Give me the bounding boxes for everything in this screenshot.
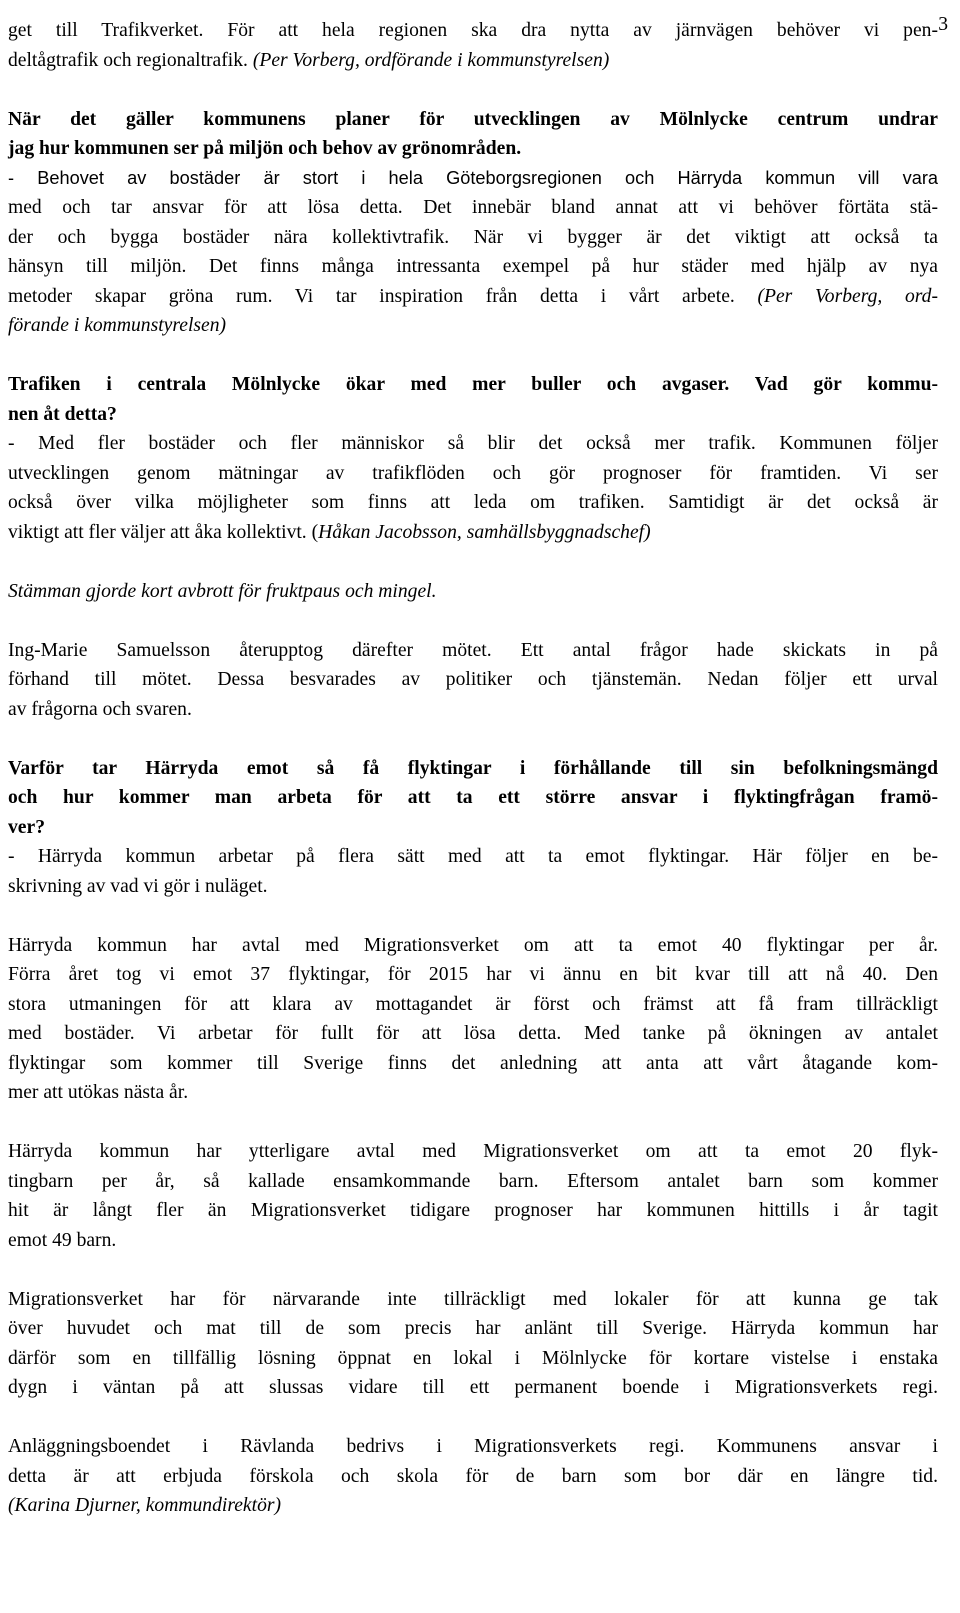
text-line: därför som en tillfällig lösning öppnat en lokal i Mölnlycke för kortare vistelse i enstaka (8, 1347, 938, 1369)
text-line: Stämman gjorde kort avbrott för fruktpaus och mingel. (8, 580, 437, 602)
text-line: hit är långt fler än Migrationsverket tidigare prognoser har kommunen hittills i år tagit (8, 1200, 938, 1221)
text-line: stora utmaningen för att klara av mottagandet är först och främst att få fram tillräckligt (8, 993, 938, 1015)
text-segment: (Per Vorberg, ordförande i kommunstyrelsen) (252, 49, 610, 71)
paragraph-gap (8, 1108, 938, 1138)
text-segment: deltågtrafik och regionaltrafik. (8, 49, 253, 71)
paragraph-gap (8, 75, 938, 105)
paragraph-gap (8, 901, 938, 931)
text-line: detta är att erbjuda förskola och skola för de barn som bor där en längre tid. (8, 1465, 938, 1487)
paragraph-gap (8, 547, 938, 577)
text-line: förande i kommunstyrelsen) (8, 315, 227, 336)
paragraph (8, 370, 938, 547)
text-line: ver? (8, 816, 45, 838)
text-line: utvecklingen genom mätningar av trafikflöden och gör prognoser för framtiden. Vi ser (8, 462, 938, 484)
paragraph (8, 636, 938, 725)
text-line: get till Trafikverket. För att hela regionen ska dra nytta av järnvägen behöver vi pen- (8, 20, 938, 41)
text-line: der och bygga bostäder nära kollektivtrafik. När vi bygger är det viktigt att också ta (8, 226, 938, 248)
paragraph (8, 754, 938, 902)
text-line: skrivning av vad vi gör i nuläget. (8, 875, 268, 897)
document-body (8, 16, 938, 1521)
text-line: Härryda kommun har avtal med Migrationsverket om att ta emot 40 flyktingar per år. (8, 934, 938, 956)
text-line: förhand till mötet. Dessa besvarades av politiker och tjänstemän. Nedan följer ett urval (8, 669, 938, 690)
paragraph-gap (8, 606, 938, 636)
paragraph-gap (8, 1403, 938, 1433)
text-line: Härryda kommun har ytterligare avtal med Migrationsverket om att ta emot 20 flyk- (8, 1141, 938, 1162)
paragraph (8, 1285, 938, 1403)
paragraph (8, 577, 938, 607)
text-line (8, 518, 938, 548)
text-segment: (Per Vorberg, ord- (757, 285, 938, 307)
text-line: emot 49 barn. (8, 1229, 117, 1251)
paragraph (8, 931, 938, 1108)
text-line: hänsyn till miljön. Det finns många intressanta exempel på hur städer med hjälp av nya (8, 256, 938, 277)
text-line: nen åt detta? (8, 403, 117, 425)
text-segment: viktigt att fler väljer att åka kollektivt. ( (8, 521, 319, 543)
text-line: och hur kommer man arbeta för att ta ett större ansvar i flyktingfrågan framö- (8, 787, 938, 808)
text-line: tingbarn per år, så kallade ensamkommande barn. Eftersom antalet barn som kommer (8, 1170, 938, 1192)
text-segment: metoder skapar gröna rum. Vi tar inspiration från detta i vårt arbete. (8, 285, 758, 307)
text-line (8, 46, 938, 76)
text-line: - Behovet av bostäder är stort i hela Göteborgsregionen och Härryda kommun vill vara (8, 167, 938, 188)
paragraph-gap (8, 1255, 938, 1285)
paragraph (8, 1432, 938, 1521)
text-line: När det gäller kommunens planer för utvecklingen av Mölnlycke centrum undrar (8, 108, 938, 130)
text-line: med och tar ansvar för att lösa detta. Det innebär bland annat att vi behöver förtäta stä- (8, 197, 938, 218)
text-line (8, 282, 938, 312)
text-line: Varför tar Härryda emot så få flyktingar i förhållande till sin befolkningsmängd (8, 757, 938, 779)
text-line: Trafiken i centrala Mölnlycke ökar med mer buller och avgaser. Vad gör kommu- (8, 374, 938, 395)
text-line: dygn i väntan på att slussas vidare till ett permanent boende i Migrationsverkets regi. (8, 1377, 938, 1398)
page-number: 3 (938, 14, 948, 35)
paragraph-gap (8, 724, 938, 754)
text-line: mer att utökas nästa år. (8, 1082, 189, 1103)
text-line: över huvudet och mat till de som precis har anlänt till Sverige. Härryda kommun har (8, 1318, 938, 1339)
text-line: Anläggningsboendet i Rävlanda bedrivs i Migrationsverkets regi. Kommunens ansvar i (8, 1436, 938, 1457)
text-segment: Håkan Jacobsson, samhällsbyggnadschef) (318, 521, 651, 543)
text-line: (Karina Djurner, kommundirektör) (8, 1495, 282, 1516)
text-line: Ing-Marie Samuelsson återupptog därefter mötet. Ett antal frågor hade skickats in på (8, 639, 938, 661)
text-line: - Med fler bostäder och fler människor så blir det också mer trafik. Kommunen följer (8, 433, 938, 454)
paragraph (8, 105, 938, 341)
paragraph-gap (8, 341, 938, 371)
text-line: med bostäder. Vi arbetar för fullt för att lösa detta. Med tanke på ökningen av antalet (8, 1023, 938, 1044)
text-line: också över vilka möjligheter som finns att leda om trafiken. Samtidigt är det också är (8, 492, 938, 513)
paragraph (8, 1137, 938, 1255)
text-line: av frågorna och svaren. (8, 698, 192, 720)
text-line: Migrationsverket har för närvarande inte tillräckligt med lokaler för att kunna ge tak (8, 1288, 938, 1310)
text-line: - Härryda kommun arbetar på flera sätt med att ta emot flyktingar. Här följer en be- (8, 846, 938, 867)
text-line: Förra året tog vi emot 37 flyktingar, för 2015 har vi ännu en bit kvar till att nå 40. Den (8, 964, 938, 985)
text-line: flyktingar som kommer till Sverige finns det anledning att anta att vårt åtagande kom- (8, 1052, 938, 1074)
text-line: jag hur kommunen ser på miljön och behov av grönområden. (8, 138, 522, 159)
paragraph (8, 16, 938, 75)
